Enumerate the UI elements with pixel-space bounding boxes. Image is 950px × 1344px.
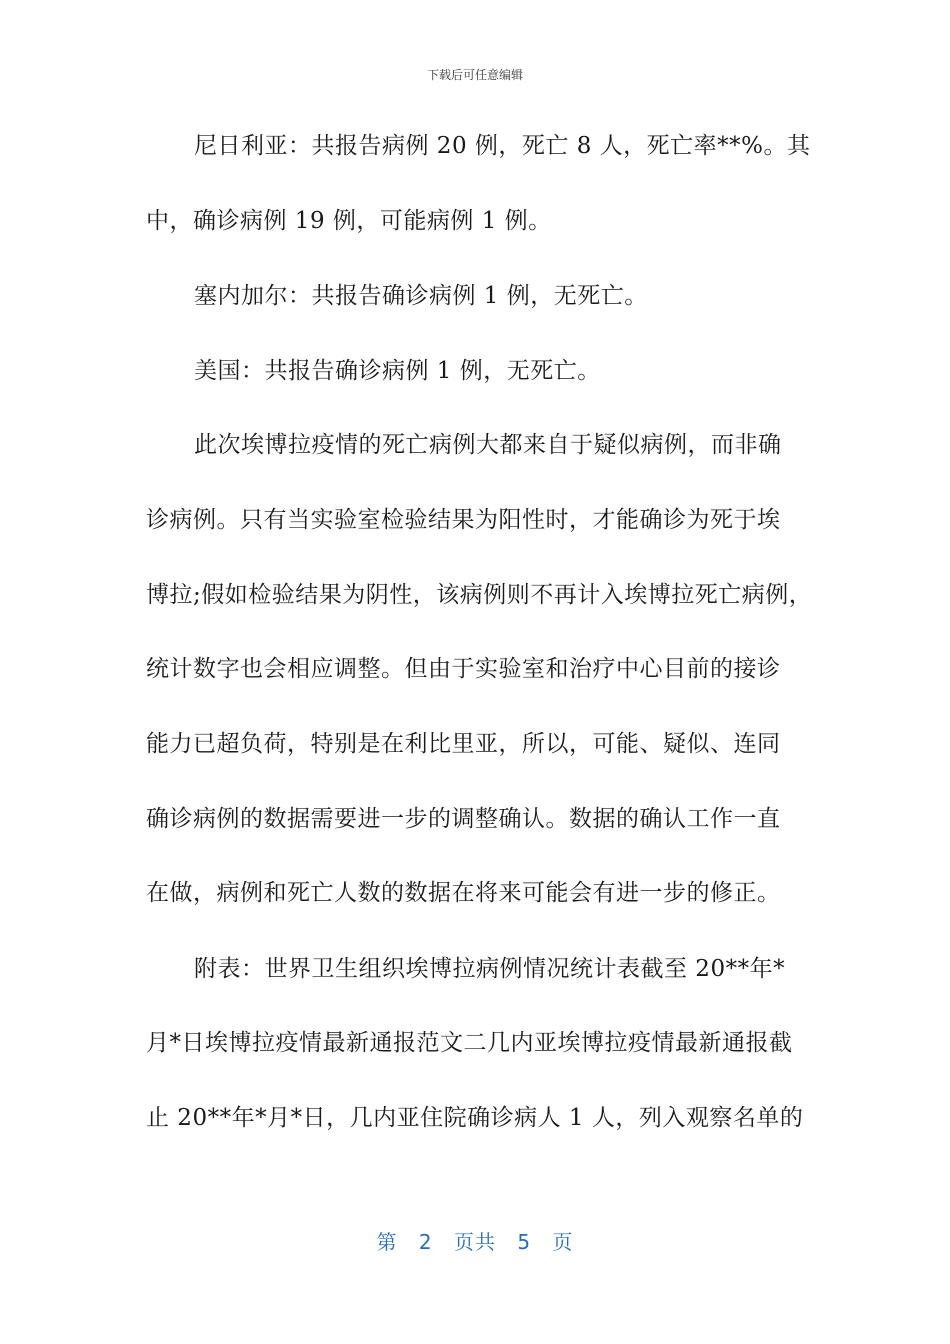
text-line: 止 20**年*月*日，几内亚住院确诊病人 1 人，列入观察名单的	[146, 1105, 804, 1131]
text-line: 尼日利亚：共报告病例 20 例，死亡 8 人，死亡率**%。其	[194, 133, 811, 159]
text-line: 此次埃博拉疫情的死亡病例大都来自于疑似病例，而非确	[194, 432, 782, 458]
header-note: 下载后可任意编辑	[426, 68, 523, 82]
text-line: 美国：共报告确诊病例 1 例，无死亡。	[194, 358, 601, 384]
text-line: 附表：世界卫生组织埃博拉病例情况统计表截至 20**年*	[194, 956, 786, 982]
text-line: 月*日埃博拉疫情最新通报范文二几内亚埃博拉疫情最新通报截	[146, 1030, 793, 1056]
text-line: 中，确诊病例 19 例，可能病例 1 例。	[146, 208, 552, 234]
text-line: 博拉;假如检验结果为阴性，该病例则不再计入埃博拉死亡病例，	[146, 582, 813, 608]
text-line: 在做，病例和死亡人数的数据在将来可能会有进一步的修正。	[146, 880, 781, 906]
text-line: 统计数字也会相应调整。但由于实验室和治疗中心目前的接诊	[146, 656, 781, 682]
text-line: 能力已超负荷，特别是在利比里亚，所以，可能、疑似、连同	[146, 731, 781, 757]
text-line: 塞内加尔：共报告确诊病例 1 例，无死亡。	[194, 283, 648, 309]
text-line: 确诊病例的数据需要进一步的调整确认。数据的确认工作一直	[146, 806, 781, 832]
page-footer: 第 2 页共 5 页	[376, 1230, 574, 1254]
text-line: 诊病例。只有当实验室检验结果为阳性时，才能确诊为死于埃	[146, 507, 781, 533]
